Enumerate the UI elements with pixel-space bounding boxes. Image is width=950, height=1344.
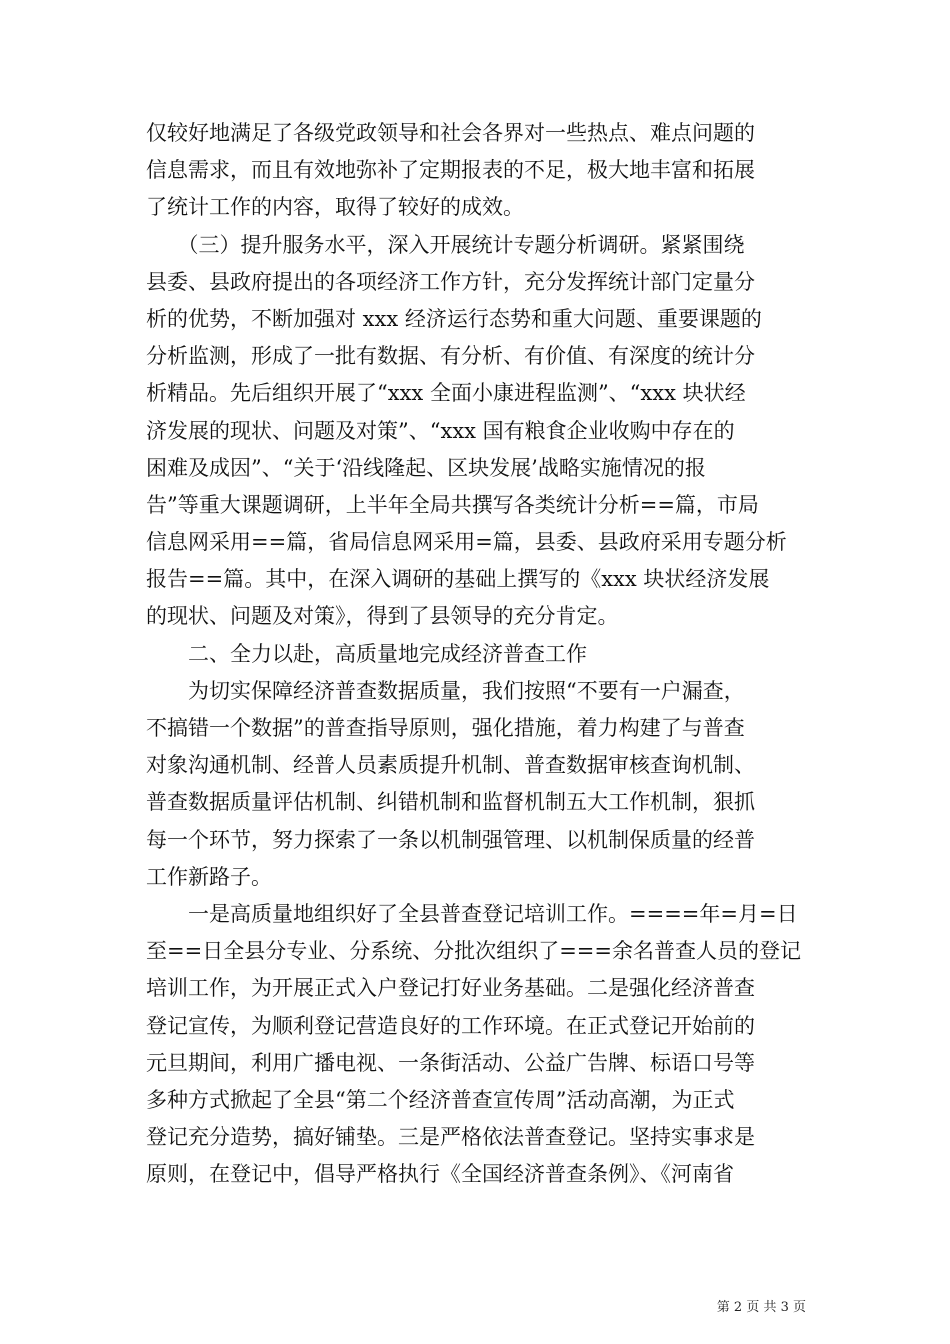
text-line: （三）提升服务水平，深入开展统计专题分析调研。紧紧围绕 [146, 232, 745, 257]
text-line: 信息网采用==篇，省局信息网采用=篇，县委、县政府采用专题分析 [146, 530, 787, 555]
text-line: 分析监测，形成了一批有数据、有分析、有价值、有深度的统计分 [146, 344, 755, 369]
text-line: 信息需求，而且有效地弥补了定期报表的不足，极大地丰富和拓展 [146, 158, 755, 183]
text-line: 析精品。先后组织开展了“xxx 全面小康进程监测”、“xxx 块状经 [146, 381, 746, 406]
text-line: 原则，在登记中，倡导严格执行《全国经济普查条例》、《河南省 [146, 1162, 734, 1187]
text-line: 县委、县政府提出的各项经济工作方针，充分发挥统计部门定量分 [146, 269, 755, 294]
text-line: 困难及成因”、“关于‘沿线隆起、区块发展’战略实施情况的报 [146, 455, 706, 480]
text-line: 元旦期间，利用广播电视、一条街活动、公益广告牌、标语口号等 [146, 1050, 755, 1075]
text-line: 每一个环节，努力探索了一条以机制强管理、以机制保质量的经普 [146, 827, 755, 852]
text-line: 一是高质量地组织好了全县普查登记培训工作。====年=月=日 [146, 901, 798, 926]
text-line: 对象沟通机制、经普人员素质提升机制、普查数据审核查询机制、 [146, 753, 755, 778]
text-line: 了统计工作的内容，取得了较好的成效。 [146, 195, 524, 220]
text-line: 仅较好地满足了各级党政领导和社会各界对一些热点、难点问题的 [146, 121, 755, 145]
text-line: 告”等重大课题调研，上半年全局共撰写各类统计分析==篇，市局 [146, 492, 759, 517]
text-line: 普查数据质量评估机制、纠错机制和监督机制五大工作机制，狠抓 [146, 790, 755, 815]
text-line: 析的优势，不断加强对 xxx 经济运行态势和重大问题、重要课题的 [146, 306, 762, 331]
text-line: 的现状、问题及对策》，得到了县领导的充分肯定。 [146, 604, 619, 629]
text-line: 至==日全县分专业、分系统、分批次组织了===余名普查人员的登记 [146, 939, 801, 964]
text-line: 多种方式掀起了全县“第二个经济普查宣传周”活动高潮，为正式 [146, 1087, 735, 1112]
text-line: 登记充分造势，搞好铺垫。三是严格依法普查登记。坚持实事求是 [146, 1125, 755, 1150]
document-body [146, 115, 816, 1193]
text-line: 登记宣传，为顺利登记营造良好的工作环境。在正式登记开始前的 [146, 1013, 755, 1038]
text-line: 济发展的现状、问题及对策”、“xxx 国有粮食企业收购中存在的 [146, 418, 735, 443]
text-line: 不搞错一个数据”的普查指导原则，强化措施，着力构建了与普查 [146, 716, 745, 740]
text-line: 为切实保障经济普查数据质量，我们按照“不要有一户漏查， [146, 678, 745, 703]
text-line: 培训工作，为开展正式入户登记打好业务基础。二是强化经济普查 [146, 976, 755, 1001]
text-line: 报告==篇。其中，在深入调研的基础上撰写的《xxx 块状经济发展 [146, 567, 770, 592]
section-heading: 二、全力以赴，高质量地完成经济普查工作 [146, 641, 587, 666]
page-number: 第 2 页 共 3 页 [716, 1300, 806, 1315]
text-line: 工作新路子。 [146, 864, 272, 889]
